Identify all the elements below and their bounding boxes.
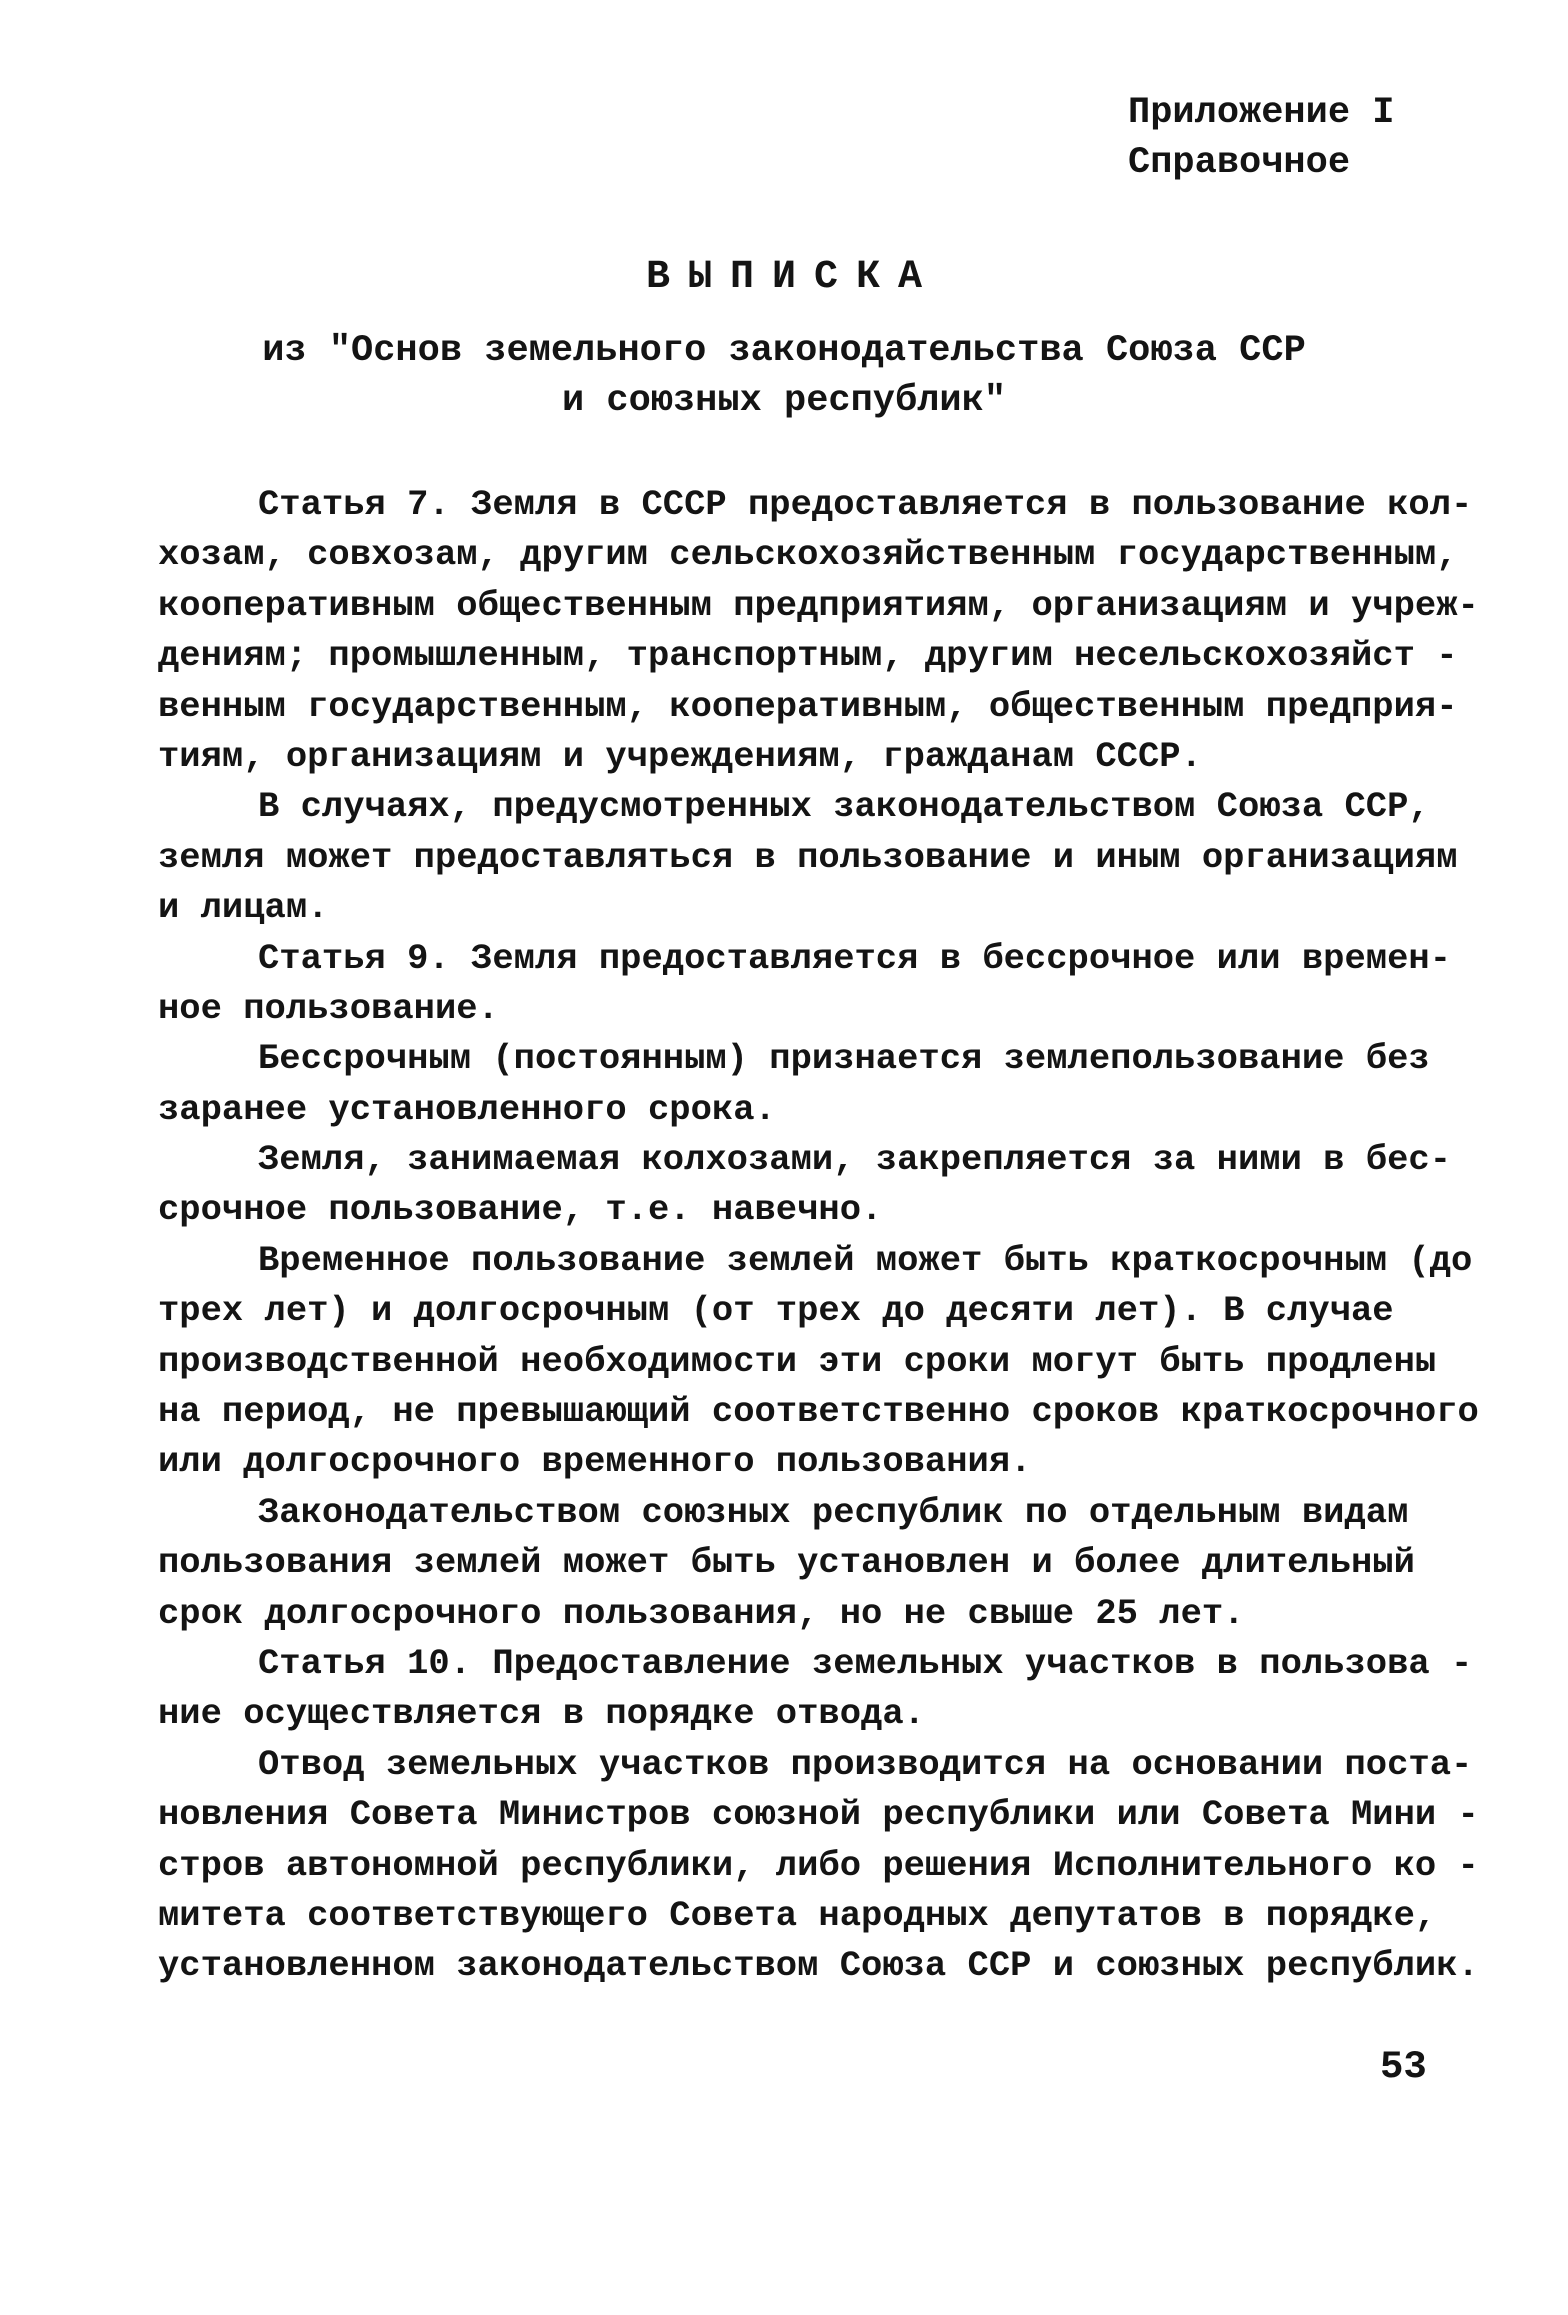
appendix-label (1128, 88, 1394, 188)
body-line: земля может предоставляться в пользование и иным организациям (158, 836, 1458, 878)
body-line: или долгосрочного временного пользования. (158, 1441, 1032, 1483)
body-line: производственной необходимости эти сроки могут быть продлены (158, 1340, 1437, 1382)
body-line: новления Совета Министров союзной республики или Совета Мини - (158, 1794, 1479, 1836)
body-line: на период, не превышающий соответственно сроков краткосрочного (158, 1391, 1479, 1433)
body-line: тиям, организациям и учреждениям, гражданам СССР. (158, 735, 1202, 777)
body-line: пользования землей может быть установлен и более длительный (158, 1542, 1415, 1584)
appendix-line-2: Справочное (1128, 142, 1351, 184)
body-line: ное пользование. (158, 987, 499, 1029)
body-line: Законодательством союзных республик по отдельным видам (258, 1491, 1409, 1533)
body-line: заранее установленного срока. (158, 1088, 776, 1130)
body-line: митета соответствующего Совета народных депутатов в порядке, (158, 1894, 1437, 1936)
body-line: венным государственным, кооперативным, общественным предприя- (158, 685, 1458, 727)
body-line: ние осуществляется в порядке отвода. (158, 1693, 925, 1735)
body-line: кооперативным общественным предприятиям, организациям и учреж- (158, 584, 1479, 626)
body-line: Отвод земельных участков производится на основании поста- (258, 1743, 1473, 1785)
body-line: и лицам. (158, 887, 329, 929)
body-line: Земля, занимаемая колхозами, закрепляется за ними в бес- (258, 1139, 1451, 1181)
body-line: дениям; промышленным, транспортным, другим несельскохозяйст - (158, 635, 1458, 677)
body-line: Статья 7. Земля в СССР предоставляется в пользование кол- (258, 484, 1473, 525)
document-subtitle (0, 326, 1568, 426)
body-line: В случаях, предусмотренных законодательством Союза ССР, (258, 786, 1430, 828)
subtitle-line-2: и союзных республик" (561, 380, 1007, 422)
appendix-line-1: Приложение I (1128, 92, 1395, 134)
body-text (158, 480, 1479, 1992)
subtitle-line-1: из "Основ земельного законодательства Союза ССР (262, 330, 1306, 372)
body-line: срок долгосрочного пользования, но не свыше 25 лет. (158, 1592, 1245, 1634)
body-line: трех лет) и долгосрочным (от трех до десяти лет). В случае (158, 1290, 1394, 1332)
body-line: установленном законодательством Союза ССР и союзных республик. (158, 1945, 1479, 1987)
body-line: срочное пользование, т.е. навечно. (158, 1189, 883, 1231)
body-line: Статья 9. Земля предоставляется в бессрочное или времен- (258, 937, 1451, 979)
body-line: Статья 10. Предоставление земельных участков в пользова - (258, 1642, 1473, 1684)
body-line: стров автономной республики, либо решения Исполнительного ко - (158, 1844, 1479, 1886)
document-title: ВЫПИСКА (645, 255, 941, 300)
page-number: 53 (1380, 2045, 1427, 2089)
body-line: хозам, совхозам, другим сельскохозяйственным государственным, (158, 534, 1458, 576)
body-line: Временное пользование землей может быть краткосрочным (до (258, 1239, 1473, 1281)
body-line: Бессрочным (постоянным) признается землепользование без (258, 1038, 1430, 1080)
